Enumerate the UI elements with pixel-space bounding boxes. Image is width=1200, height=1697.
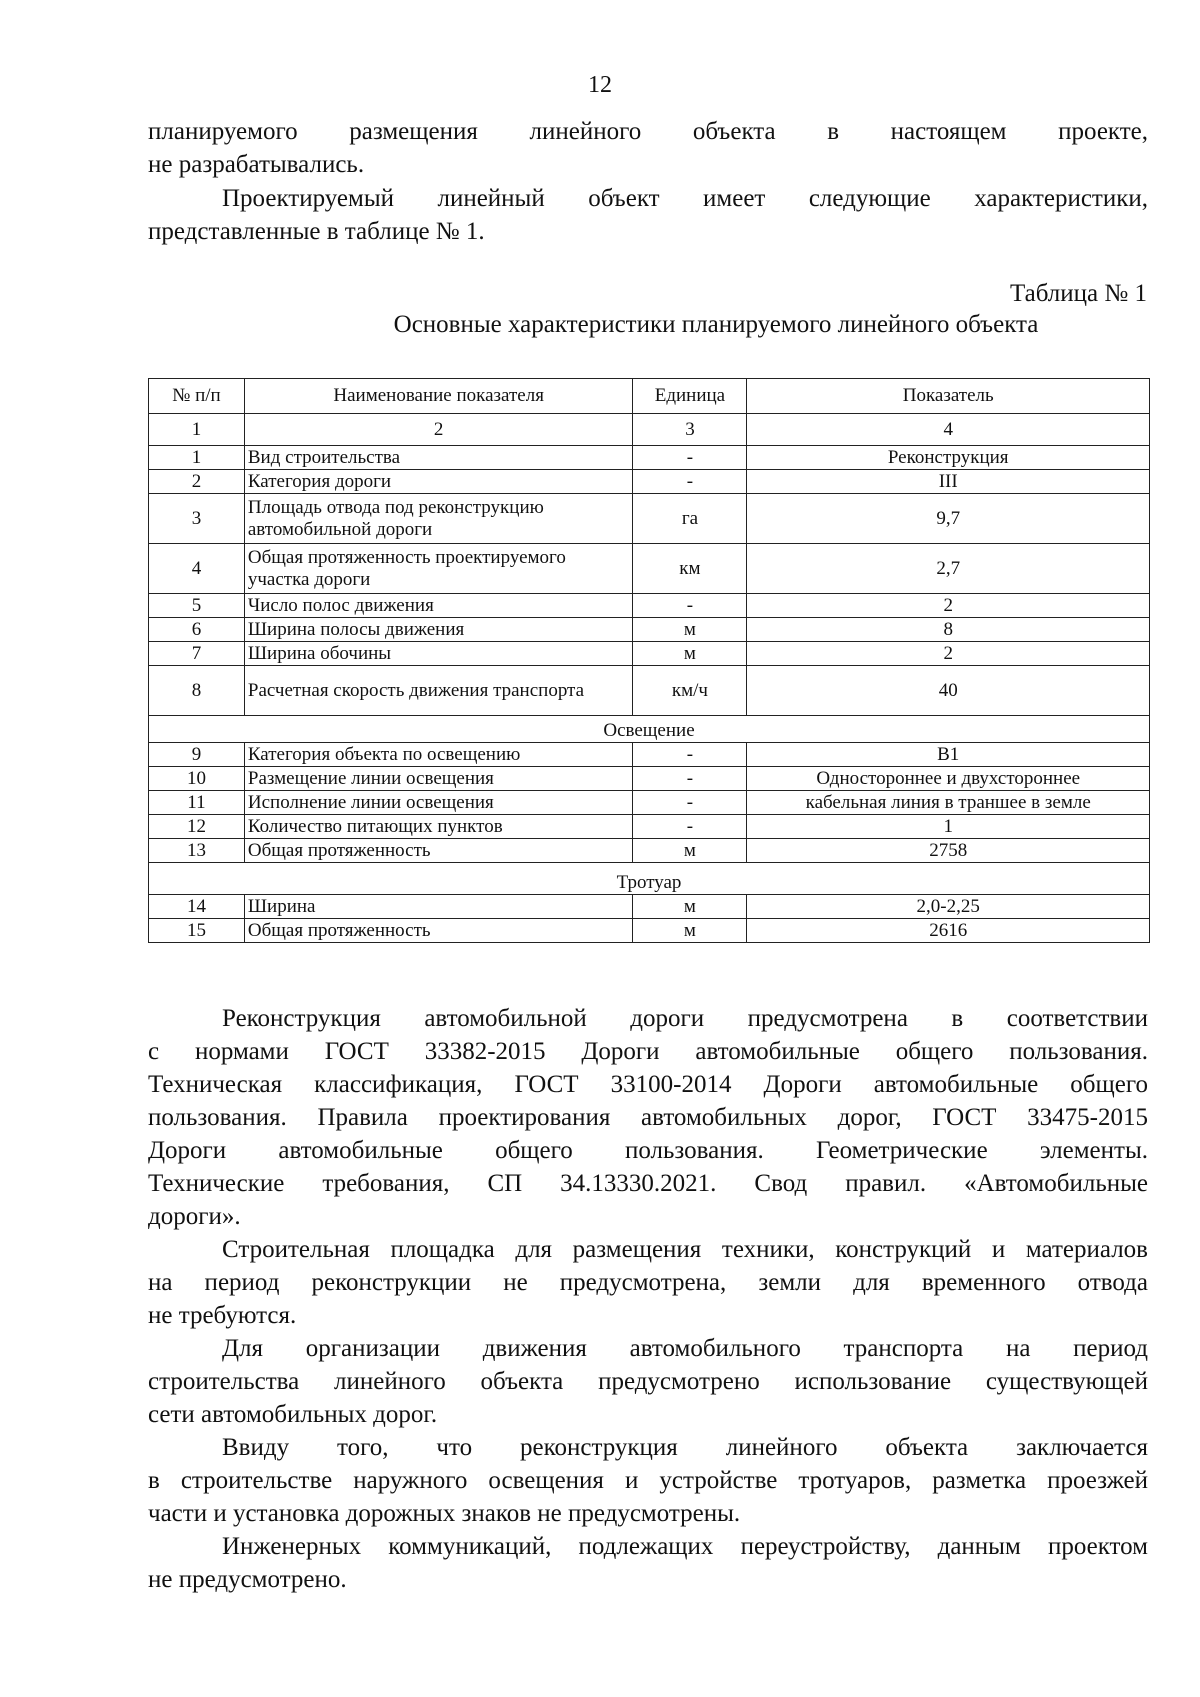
row-name: Размещение линии освещения <box>244 767 633 791</box>
row-unit: - <box>633 791 747 815</box>
row-number: 9 <box>149 743 245 767</box>
row-name: Число полос движения <box>244 594 633 618</box>
row-name: Ширина обочины <box>244 642 633 666</box>
row-value: кабельная линия в траншее в земле <box>747 791 1150 815</box>
intro-paragraph-2-line-2: представленные в таблице № 1. <box>148 218 485 245</box>
column-number: 2 <box>244 414 633 446</box>
row-unit: км/ч <box>633 666 747 716</box>
row-number: 14 <box>149 895 245 919</box>
intro-paragraph-2-line-1: Проектируемый линейный объект имеет следующие характеристики, <box>222 185 1148 212</box>
row-value: 2 <box>747 594 1150 618</box>
row-name: Исполнение линии освещения <box>244 791 633 815</box>
table-row <box>149 815 1150 839</box>
table-row <box>149 544 1150 594</box>
row-value: В1 <box>747 743 1150 767</box>
body-paragraph-7-line: Инженерных коммуникаций, подлежащих переустройству, данным проектом <box>222 1533 1148 1560</box>
row-number: 3 <box>149 494 245 544</box>
row-value: III <box>747 470 1150 494</box>
body-paragraph-3-line: Техническая классификация, ГОСТ 33100-2014 Дороги автомобильные общего <box>148 1071 1148 1098</box>
body-paragraph-3-line: с нормами ГОСТ 33382-2015 Дороги автомобильные общего пользования. <box>148 1038 1148 1065</box>
table-row <box>149 919 1150 943</box>
row-value: 40 <box>747 666 1150 716</box>
body-paragraph-5-line: сети автомобильных дорог. <box>148 1401 438 1428</box>
row-name: Расчетная скорость движения транспорта <box>244 666 633 716</box>
body-paragraph-7-line: не предусмотрено. <box>148 1566 347 1593</box>
page-number: 12 <box>588 72 612 98</box>
row-number: 1 <box>149 446 245 470</box>
table-row <box>149 743 1150 767</box>
header-unit: Единица <box>633 379 747 414</box>
body-paragraph-3-line: Технические требования, СП 34.13330.2021. Свод правил. «Автомобильные <box>148 1170 1148 1197</box>
intro-paragraph-1-line-2: не разрабатывались. <box>148 151 365 178</box>
column-number: 1 <box>149 414 245 446</box>
body-paragraph-6-line: Ввиду того, что реконструкция линейного объекта заключается <box>222 1434 1148 1461</box>
row-unit: - <box>633 767 747 791</box>
row-number: 12 <box>149 815 245 839</box>
row-value: 1 <box>747 815 1150 839</box>
row-value: 2616 <box>747 919 1150 943</box>
row-unit: м <box>633 618 747 642</box>
row-unit: км <box>633 544 747 594</box>
body-paragraph-3-line: пользования. Правила проектирования автомобильных дорог, ГОСТ 33475-2015 <box>148 1104 1148 1131</box>
row-value: 2 <box>747 642 1150 666</box>
column-number: 4 <box>747 414 1150 446</box>
row-unit: м <box>633 839 747 863</box>
row-unit: м <box>633 919 747 943</box>
row-unit: м <box>633 642 747 666</box>
table-row <box>149 642 1150 666</box>
row-unit: - <box>633 470 747 494</box>
row-number: 10 <box>149 767 245 791</box>
table-row <box>149 767 1150 791</box>
header-name: Наименование показателя <box>244 379 633 414</box>
table-header-row <box>149 379 1150 414</box>
row-name: Количество питающих пунктов <box>244 815 633 839</box>
row-name: Общая протяженность проектируемого участка дороги <box>244 544 633 594</box>
body-paragraph-4-line: на период реконструкции не предусмотрена, земли для временного отвода <box>148 1269 1148 1296</box>
table-row <box>149 791 1150 815</box>
row-name: Категория дороги <box>244 470 633 494</box>
row-name: Ширина полосы движения <box>244 618 633 642</box>
row-unit: - <box>633 815 747 839</box>
body-paragraph-5-line: Для организации движения автомобильного транспорта на период <box>222 1335 1148 1362</box>
body-paragraph-4-line: Строительная площадка для размещения техники, конструкций и материалов <box>222 1236 1148 1263</box>
section-lighting-row <box>149 716 1150 743</box>
row-name: Ширина <box>244 895 633 919</box>
table-row <box>149 618 1150 642</box>
table-row <box>149 895 1150 919</box>
body-paragraph-3-line: Дороги автомобильные общего пользования. Геометрические элементы. <box>148 1137 1148 1164</box>
row-number: 15 <box>149 919 245 943</box>
row-unit: - <box>633 743 747 767</box>
row-value: 2,7 <box>747 544 1150 594</box>
section-sidewalk-row <box>149 863 1150 895</box>
characteristics-table <box>148 378 1150 943</box>
column-number: 3 <box>633 414 747 446</box>
row-value: 2758 <box>747 839 1150 863</box>
table-row <box>149 666 1150 716</box>
row-value: Одностороннее и двухстороннее <box>747 767 1150 791</box>
table-row <box>149 839 1150 863</box>
row-unit: га <box>633 494 747 544</box>
row-number: 11 <box>149 791 245 815</box>
column-number-row <box>149 414 1150 446</box>
row-name: Вид строительства <box>244 446 633 470</box>
row-name: Общая протяженность <box>244 919 633 943</box>
table-title: Основные характеристики планируемого линейного объекта <box>393 311 1039 338</box>
table-row <box>149 446 1150 470</box>
row-unit: - <box>633 594 747 618</box>
body-paragraph-5-line: строительства линейного объекта предусмотрено использование существующей <box>148 1368 1148 1395</box>
row-number: 8 <box>149 666 245 716</box>
row-unit: - <box>633 446 747 470</box>
section-lighting: Освещение <box>149 716 1150 743</box>
intro-paragraph-1-line-1: планируемого размещения линейного объекта в настоящем проекте, <box>148 118 1148 145</box>
body-paragraph-3-line: дороги». <box>148 1203 241 1230</box>
row-name: Общая протяженность <box>244 839 633 863</box>
row-name: Категория объекта по освещению <box>244 743 633 767</box>
row-value: 8 <box>747 618 1150 642</box>
row-number: 6 <box>149 618 245 642</box>
table-row <box>149 470 1150 494</box>
table-label: Таблица № 1 <box>1009 280 1147 307</box>
body-paragraph-6-line: в строительстве наружного освещения и устройстве тротуаров, разметка проезжей <box>148 1467 1148 1494</box>
body-paragraph-4-line: не требуются. <box>148 1302 297 1329</box>
row-value: 9,7 <box>747 494 1150 544</box>
row-number: 13 <box>149 839 245 863</box>
row-value: 2,0-2,25 <box>747 895 1150 919</box>
row-number: 2 <box>149 470 245 494</box>
body-paragraph-6-line: части и установка дорожных знаков не предусмотрены. <box>148 1500 741 1527</box>
row-unit: м <box>633 895 747 919</box>
row-number: 4 <box>149 544 245 594</box>
row-number: 5 <box>149 594 245 618</box>
header-value: Показатель <box>747 379 1150 414</box>
row-value: Реконструкция <box>747 446 1150 470</box>
row-number: 7 <box>149 642 245 666</box>
body-paragraph-3-line: Реконструкция автомобильной дороги предусмотрена в соответствии <box>222 1005 1148 1032</box>
table-row <box>149 594 1150 618</box>
header-number: № п/п <box>149 379 245 414</box>
section-sidewalk: Тротуар <box>149 863 1150 895</box>
table-row <box>149 494 1150 544</box>
row-name: Площадь отвода под реконструкцию автомобильной дороги <box>244 494 633 544</box>
